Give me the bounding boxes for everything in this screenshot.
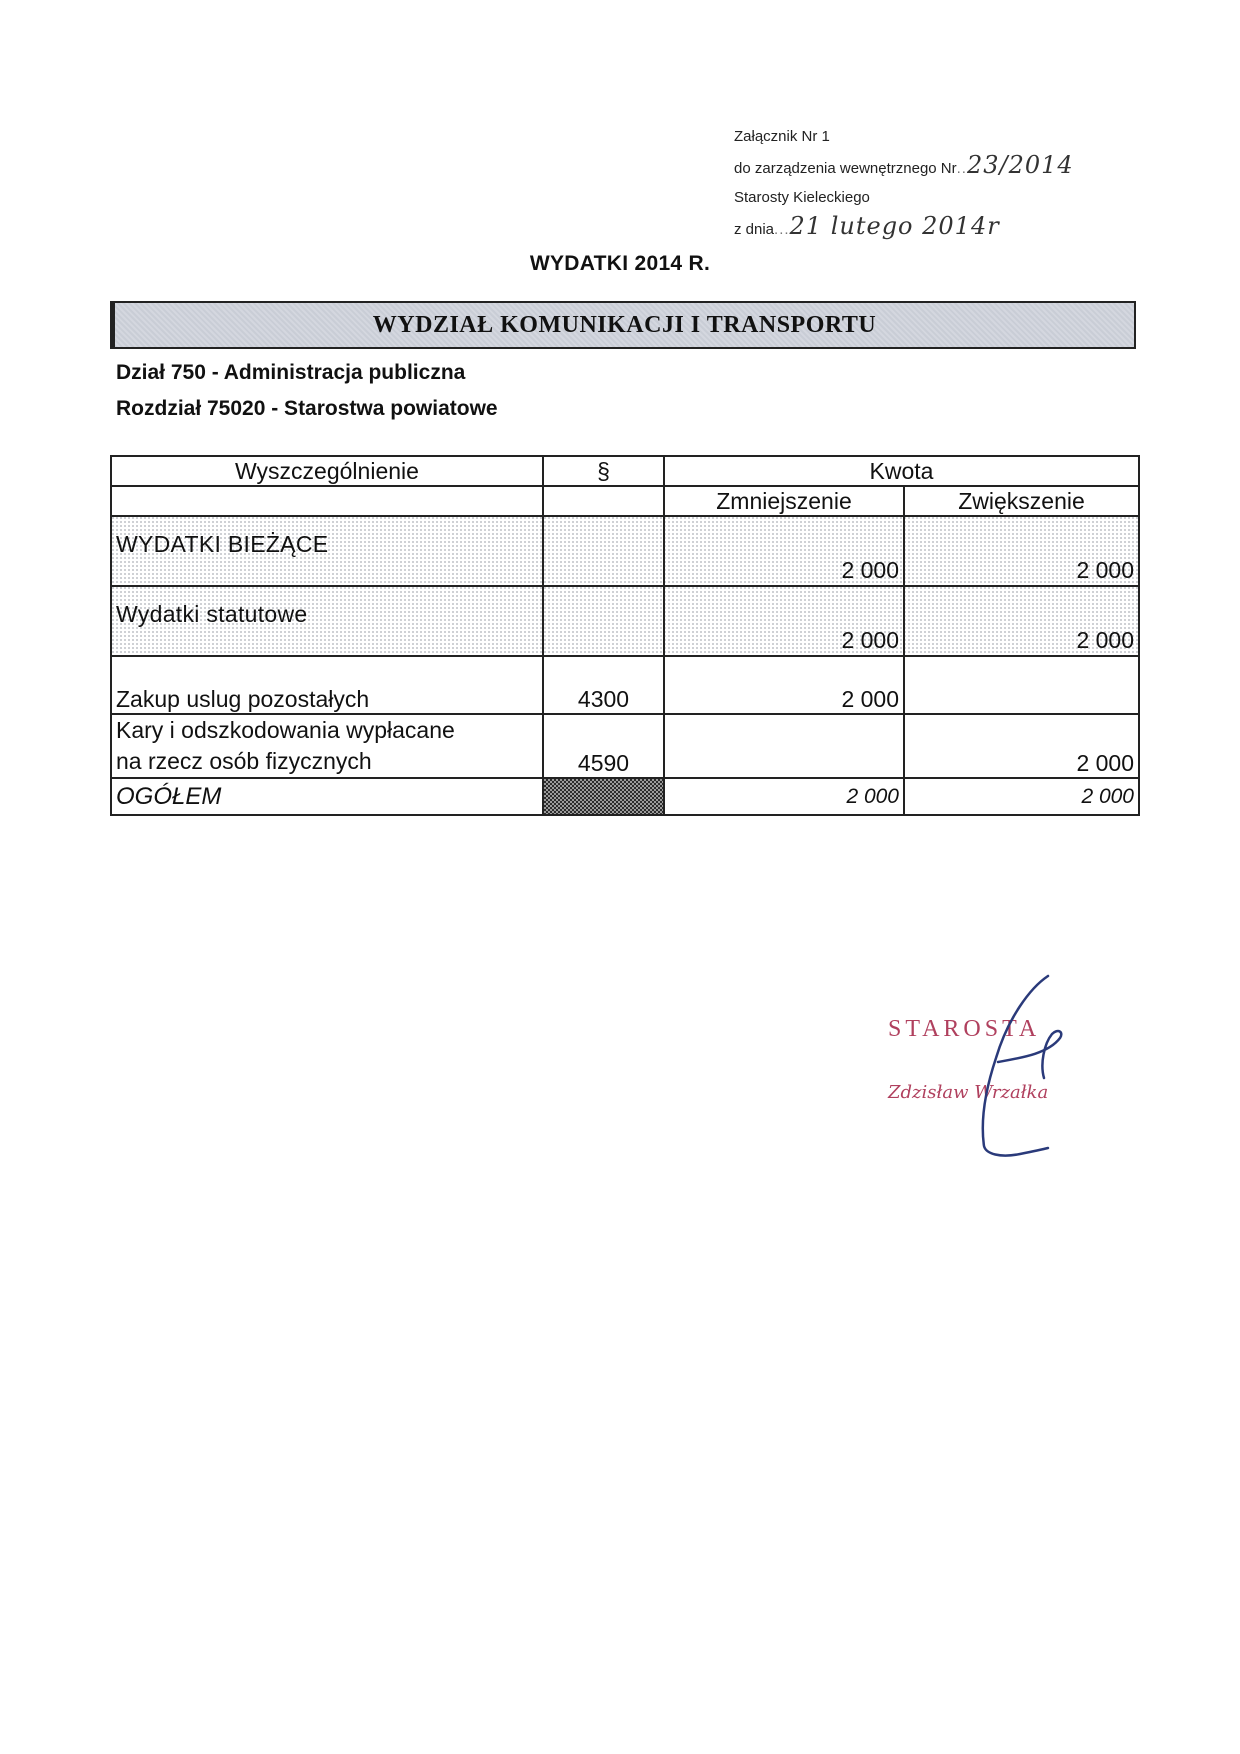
- table-row: [111, 586, 1139, 656]
- header-paragraph-blank: [543, 486, 664, 516]
- total-paragraph-hatched: [543, 778, 664, 815]
- annex-date-line: z dnia...21 lutego 2014r: [734, 212, 1000, 240]
- annex-date-label: z dnia: [734, 221, 775, 238]
- row-paragraph: 4590: [543, 714, 664, 778]
- budget-table: [110, 455, 1140, 816]
- annex-number: Załącznik Nr 1: [734, 128, 830, 145]
- signature-icon: [880, 968, 1080, 1168]
- total-label: OGÓŁEM: [111, 778, 543, 815]
- department-name: WYDZIAŁ KOMUNIKACJI I TRANSPORTU: [372, 311, 877, 338]
- table-subheader-row: [111, 486, 1139, 516]
- header-decrease: Zmniejszenie: [664, 486, 904, 516]
- section-rozdzial: Rozdział 75020 - Starostwa powiatowe: [116, 397, 498, 420]
- official-stamp: [880, 1008, 1080, 1138]
- table-header-row: [111, 456, 1139, 486]
- row-paragraph: [543, 586, 664, 656]
- annex-date-value: 21 lutego 2014r: [789, 212, 1000, 240]
- row-increase: 2 000: [904, 586, 1139, 656]
- header-amount: Kwota: [664, 456, 1139, 486]
- section-dzial: Dział 750 - Administracja publiczna: [116, 361, 466, 384]
- table-row: [111, 714, 1139, 778]
- row-paragraph: [543, 516, 664, 586]
- row-label: Zakup uslug pozostałych: [111, 656, 543, 714]
- table-row: [111, 516, 1139, 586]
- row-decrease: 2 000: [664, 516, 904, 586]
- row-label: Wydatki statutowe: [111, 586, 543, 656]
- annex-order-label: do zarządzenia wewnętrznego Nr: [734, 160, 957, 177]
- table-total-row: [111, 778, 1139, 815]
- annex-order-number: 23/2014: [966, 151, 1074, 179]
- stamp-role: STAROSTA: [888, 1016, 1041, 1042]
- row-increase: 2 000: [904, 516, 1139, 586]
- row-label: WYDATKI BIEŻĄCE: [111, 516, 543, 586]
- header-paragraph: §: [543, 456, 664, 486]
- annex-header: [734, 122, 1074, 244]
- document-title: WYDATKI 2014 R.: [529, 252, 711, 275]
- row-increase: [904, 656, 1139, 714]
- header-description-blank: [111, 486, 543, 516]
- table-row: [111, 656, 1139, 714]
- row-label-line2: na rzecz osób fizycznych: [116, 748, 372, 774]
- total-increase: 2 000: [904, 778, 1139, 815]
- row-increase: 2 000: [904, 714, 1139, 778]
- row-label-line1: Kary i odszkodowania wypłacane: [116, 717, 455, 743]
- header-increase: Zwiększenie: [904, 486, 1139, 516]
- row-decrease: [664, 714, 904, 778]
- row-paragraph: 4300: [543, 656, 664, 714]
- header-description: Wyszczególnienie: [111, 456, 543, 486]
- row-decrease: 2 000: [664, 656, 904, 714]
- row-label: [111, 714, 543, 778]
- stamp-name: Zdzisław Wrzałka: [888, 1082, 1049, 1103]
- annex-authority: Starosty Kieleckiego: [734, 189, 870, 206]
- annex-order-line: do zarządzenia wewnętrznego Nr..23/2014: [734, 151, 1074, 179]
- department-banner: [110, 301, 1136, 349]
- total-decrease: 2 000: [664, 778, 904, 815]
- row-decrease: 2 000: [664, 586, 904, 656]
